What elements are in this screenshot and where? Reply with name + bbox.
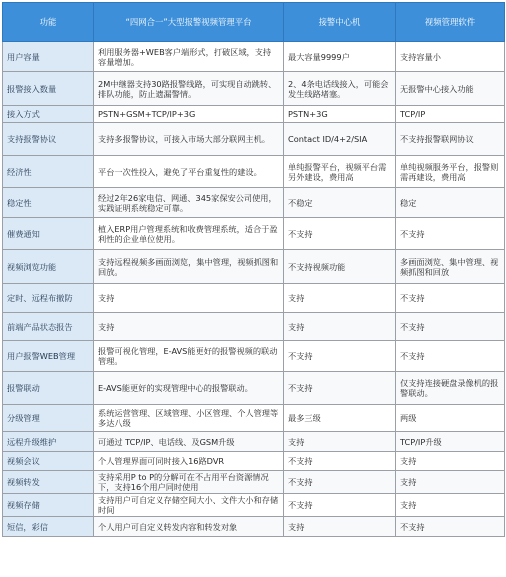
table-row [3,341,505,372]
table-row [3,405,505,432]
platform-cell: 支持 [94,313,284,341]
platform-cell: 系统运营管理、区域管理、小区管理、个人管理等多达八级 [94,405,284,432]
video-software-cell: 稳定 [396,188,505,218]
feature-cell: 视频浏览功能 [3,250,94,284]
platform-cell: 支持用户可自定义存储空间大小、文件大小和存储时间 [94,494,284,517]
video-software-cell: 支持 [396,494,505,517]
platform-cell: 支持 [94,284,284,313]
table-row [3,250,505,284]
alarm-center-cell: 不支持 [284,341,396,372]
platform-cell: 利用服务器+WEB客户端形式，打破区域，支持容量增加。 [94,42,284,72]
header-alarm-center: 接警中心机 [284,3,396,42]
video-software-cell: 不支持 [396,284,505,313]
video-software-cell: TCP/IP [396,106,505,123]
table-body [3,42,505,537]
video-software-cell: 两级 [396,405,505,432]
table-row [3,156,505,188]
feature-cell: 经济性 [3,156,94,188]
video-software-cell: 不支持 [396,517,505,537]
alarm-center-cell: 不支持 [284,494,396,517]
platform-cell: 支持采用P to P的分解可在不占用平台资源情况下，支持16个用户同时使用 [94,471,284,494]
feature-cell: 用户容量 [3,42,94,72]
platform-cell: 个人用户可自定义转发内容和转发对象 [94,517,284,537]
feature-cell: 视频转发 [3,471,94,494]
alarm-center-cell: 不支持 [284,372,396,405]
alarm-center-cell: PSTN+3G [284,106,396,123]
platform-cell: 植入ERP用户管理系统和收费管理系统，适合于盈利性的企业单位使用。 [94,218,284,250]
platform-cell: 支持多报警协议，可接入市场大部分联网主机。 [94,123,284,156]
alarm-center-cell: 2、4条电话线接入，可能会发生线路堵塞。 [284,72,396,106]
alarm-center-cell: Contact ID/4+2/SIA [284,123,396,156]
comparison-table-wrapper [2,2,504,575]
table-row [3,517,505,537]
video-software-cell: 支持 [396,471,505,494]
table-row [3,284,505,313]
table-row [3,106,505,123]
video-software-cell: 无报警中心接入功能 [396,72,505,106]
table-row [3,494,505,517]
feature-cell: 支持报警协议 [3,123,94,156]
table-row [3,218,505,250]
alarm-center-cell: 不支持 [284,452,396,471]
header-platform: “四网合一”大型报警视频管理平台 [94,3,284,42]
video-software-cell: 不支持 [396,313,505,341]
feature-cell: 前端产品状态报告 [3,313,94,341]
feature-cell: 远程升级维护 [3,432,94,452]
platform-cell: 支持远程视频多画面浏览，集中管理，视频抓图和回放。 [94,250,284,284]
alarm-center-cell: 最多三级 [284,405,396,432]
platform-cell: 报警可视化管理，E-AVS能更好的报警视频的联动管理。 [94,341,284,372]
table-row [3,372,505,405]
video-software-cell: 不支持报警联网协议 [396,123,505,156]
platform-cell: 平台一次性投入，避免了平台重复性的建设。 [94,156,284,188]
video-software-cell: 不支持 [396,341,505,372]
alarm-center-cell: 最大容量9999户 [284,42,396,72]
feature-cell: 接入方式 [3,106,94,123]
feature-cell: 视频存储 [3,494,94,517]
video-software-cell: 支持容量小 [396,42,505,72]
video-software-cell: TCP/IP升级 [396,432,505,452]
platform-cell: 2M中继器支持30路报警线路，可实现自动跳转、排队功能，防止遗漏警情。 [94,72,284,106]
platform-cell: 个人管理界面可同时接入16路DVR [94,452,284,471]
video-software-cell: 支持 [396,452,505,471]
alarm-center-cell: 不支持 [284,471,396,494]
video-software-cell: 多画面浏览、集中管理、视频抓图和回放 [396,250,505,284]
comparison-table [2,2,505,537]
table-row [3,452,505,471]
alarm-center-cell: 支持 [284,284,396,313]
feature-cell: 稳定性 [3,188,94,218]
table-row [3,432,505,452]
feature-cell: 用户报警WEB管理 [3,341,94,372]
video-software-cell: 仅支持连接硬盘录像机的报警联动。 [396,372,505,405]
platform-cell: 可通过 TCP/IP、电话线、及GSM升级 [94,432,284,452]
alarm-center-cell: 单纯报警平台，视频平台需另外建设，费用高 [284,156,396,188]
alarm-center-cell: 不支持视频功能 [284,250,396,284]
platform-cell: E-AVS能更好的实现管理中心的报警联动。 [94,372,284,405]
alarm-center-cell: 支持 [284,517,396,537]
feature-cell: 定时、远程布撤防 [3,284,94,313]
table-row [3,313,505,341]
feature-cell: 催费通知 [3,218,94,250]
table-row [3,188,505,218]
feature-cell: 分级管理 [3,405,94,432]
header-row [3,3,505,42]
table-row [3,123,505,156]
alarm-center-cell: 不支持 [284,218,396,250]
alarm-center-cell: 不稳定 [284,188,396,218]
table-row [3,42,505,72]
header-feature: 功能 [3,3,94,42]
table-row [3,72,505,106]
video-software-cell: 单纯视频服务平台，报警则需再建设，费用高 [396,156,505,188]
feature-cell: 报警接入数量 [3,72,94,106]
header-video-software: 视频管理软件 [396,3,505,42]
table-row [3,471,505,494]
feature-cell: 视频会议 [3,452,94,471]
feature-cell: 报警联动 [3,372,94,405]
video-software-cell: 不支持 [396,218,505,250]
alarm-center-cell: 支持 [284,432,396,452]
feature-cell: 短信，彩信 [3,517,94,537]
platform-cell: PSTN+GSM+TCP/IP+3G [94,106,284,123]
alarm-center-cell: 支持 [284,313,396,341]
platform-cell: 经过2年26家电信、网通、345家保安公司使用，实践证明系统稳定可靠。 [94,188,284,218]
